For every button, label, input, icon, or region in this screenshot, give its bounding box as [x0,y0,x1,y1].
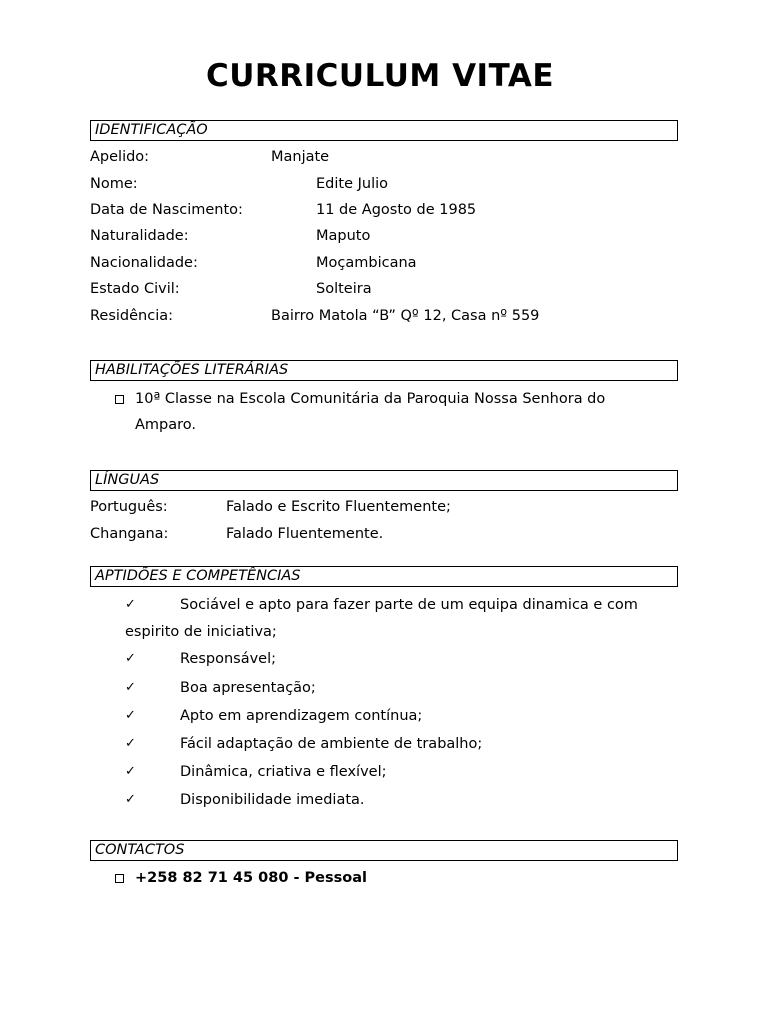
aptidao-item: Fácil adaptação de ambiente de trabalho; [180,736,483,752]
value-data-nascimento: 11 de Agosto de 1985 [316,202,477,218]
label-nome: Nome: [90,176,138,192]
contact-phone: +258 82 71 45 080 - Pessoal [135,870,367,886]
label-naturalidade: Naturalidade: [90,228,189,244]
checkmark-icon: ✓ [125,764,136,779]
aptidao-item: Apto em aprendizagem contínua; [180,708,423,724]
section-header-contactos: CONTACTOS [90,840,678,861]
section-header-habilitacoes: HABILITAÇÕES LITERÁRIAS [90,360,678,381]
value-naturalidade: Maputo [316,228,371,244]
label-portugues: Português: [90,499,168,515]
label-residencia: Residência: [90,308,174,324]
value-estado-civil: Solteira [316,281,372,297]
value-nacionalidade: Moçambicana [316,255,417,271]
aptidao-item-continuation: espirito de iniciativa; [125,624,277,640]
label-estado-civil: Estado Civil: [90,281,180,297]
checkbox-bullet-icon [115,874,124,883]
section-header-linguas: LÍNGUAS [90,470,678,491]
checkmark-icon: ✓ [125,708,136,723]
label-data-nascimento: Data de Nascimento: [90,202,243,218]
value-portugues: Falado e Escrito Fluentemente; [226,499,451,515]
checkmark-icon: ✓ [125,597,136,612]
checkmark-icon: ✓ [125,680,136,695]
aptidao-item: Disponibilidade imediata. [180,792,365,808]
value-nome: Edite Julio [316,176,389,192]
document-title: CURRICULUM VITAE [205,58,555,94]
aptidao-item: Boa apresentação; [180,680,316,696]
aptidao-item: Sociável e apto para fazer parte de um equipa dinamica e com [180,597,638,613]
checkmark-icon: ✓ [125,736,136,751]
label-nacionalidade: Nacionalidade: [90,255,198,271]
label-apelido: Apelido: [90,149,150,165]
checkbox-bullet-icon [115,395,124,404]
habilitacao-line-1: 10ª Classe na Escola Comunitária da Paroquia Nossa Senhora do [135,391,606,407]
checkmark-icon: ✓ [125,792,136,807]
label-changana: Changana: [90,526,169,542]
section-header-identificacao: IDENTIFICAÇÃO [90,120,678,141]
habilitacao-line-2: Amparo. [135,417,197,433]
section-header-aptidoes: APTIDÕES E COMPETÊNCIAS [90,566,678,587]
value-changana: Falado Fluentemente. [226,526,384,542]
value-apelido: Manjate [271,149,330,165]
value-residencia: Bairro Matola “B” Qº 12, Casa nº 559 [271,308,540,324]
checkmark-icon: ✓ [125,651,136,666]
aptidao-item: Dinâmica, criativa e flexível; [180,764,387,780]
aptidao-item: Responsável; [180,651,277,667]
